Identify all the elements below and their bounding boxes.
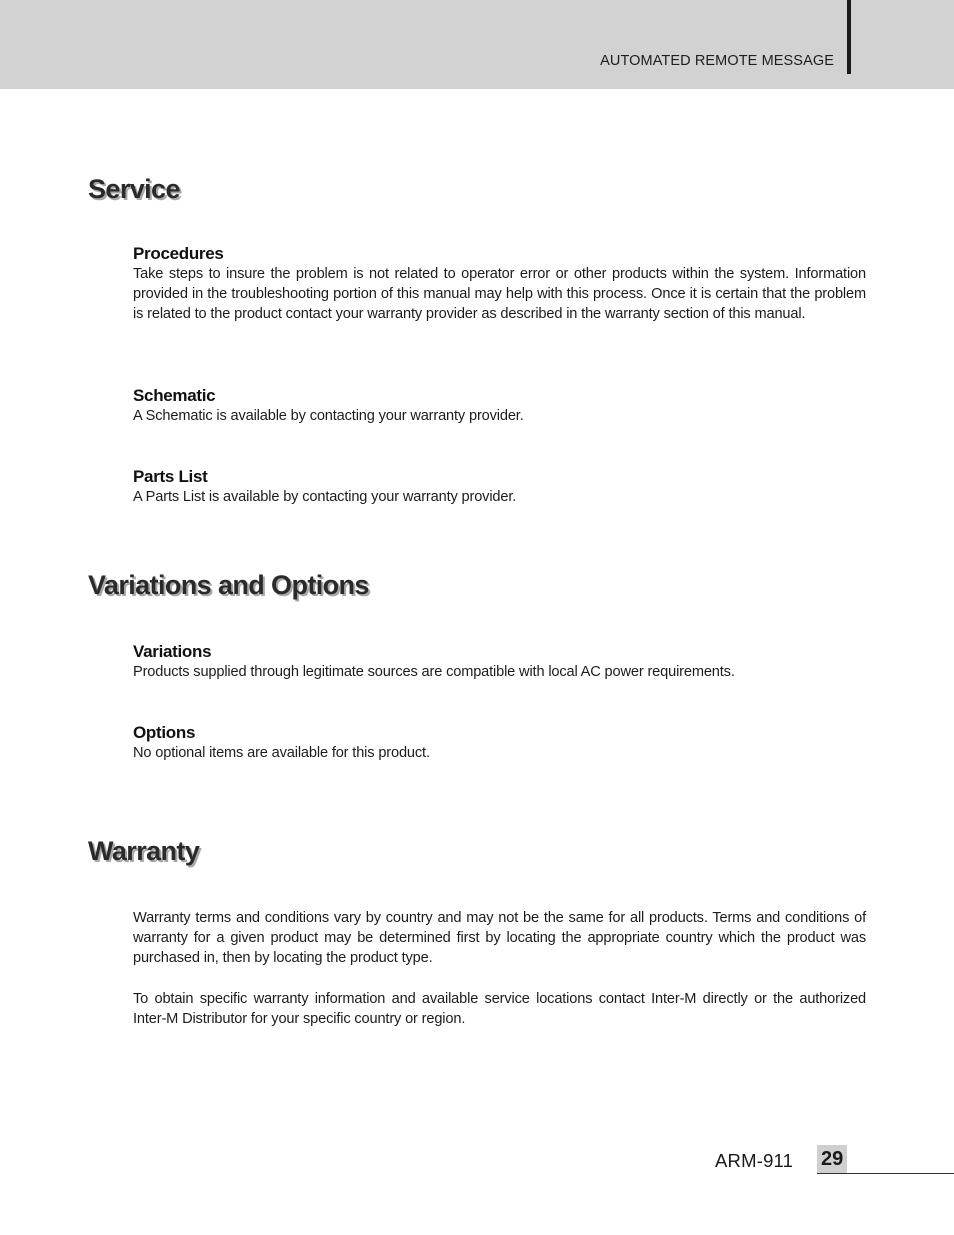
subsection-title-parts-list: Parts List xyxy=(133,467,208,486)
warranty-paragraph-1-block xyxy=(133,908,866,969)
subsection-options xyxy=(133,723,866,763)
section-heading-variations-options: Variations and Options xyxy=(88,570,369,600)
footer-model-name: ARM-911 xyxy=(715,1150,794,1171)
subsection-title-options: Options xyxy=(133,723,196,742)
warranty-paragraph-1: Warranty terms and conditions vary by country and may not be the same for all products. Terms and conditions of warranty for a given product may be determined first by locating the appropriate country which the product was purchased in, then by locating the product type. xyxy=(133,910,866,967)
subsection-text-procedures: Take steps to insure the problem is not related to operator error or other products within the system. Information provided in the troubleshooting portion of this manual may help with this process. Once it is certain that the problem is related to the product contact your warranty provider as described in the warranty section of this manual. xyxy=(133,266,866,323)
subsection-text-parts-list: A Parts List is available by contacting your warranty provider. xyxy=(133,489,517,505)
section-heading-service: Service xyxy=(88,174,180,204)
header-band xyxy=(0,0,954,89)
header-title: AUTOMATED REMOTE MESSAGE xyxy=(600,53,834,69)
subsection-parts-list xyxy=(133,467,866,507)
page-number: 29 xyxy=(821,1148,844,1170)
subsection-schematic xyxy=(133,386,866,426)
subsection-title-procedures: Procedures xyxy=(133,244,224,263)
section-heading-warranty: Warranty xyxy=(88,836,200,866)
subsection-procedures xyxy=(133,244,866,325)
warranty-paragraph-2: To obtain specific warranty information and available service locations contact Inter-M directly or the authorized Inter-M Distributor for your specific country or region. xyxy=(133,991,866,1028)
subsection-title-variations: Variations xyxy=(133,642,212,661)
subsection-text-variations: Products supplied through legitimate sources are compatible with local AC power requirements. xyxy=(133,664,735,680)
subsection-text-schematic: A Schematic is available by contacting your warranty provider. xyxy=(133,408,524,424)
subsection-text-options: No optional items are available for this product. xyxy=(133,745,430,761)
subsection-variations xyxy=(133,642,866,682)
subsection-title-schematic: Schematic xyxy=(133,386,216,405)
footer-rule xyxy=(817,1173,954,1174)
header-divider-bar xyxy=(847,0,851,74)
warranty-paragraph-2-block xyxy=(133,989,866,1029)
